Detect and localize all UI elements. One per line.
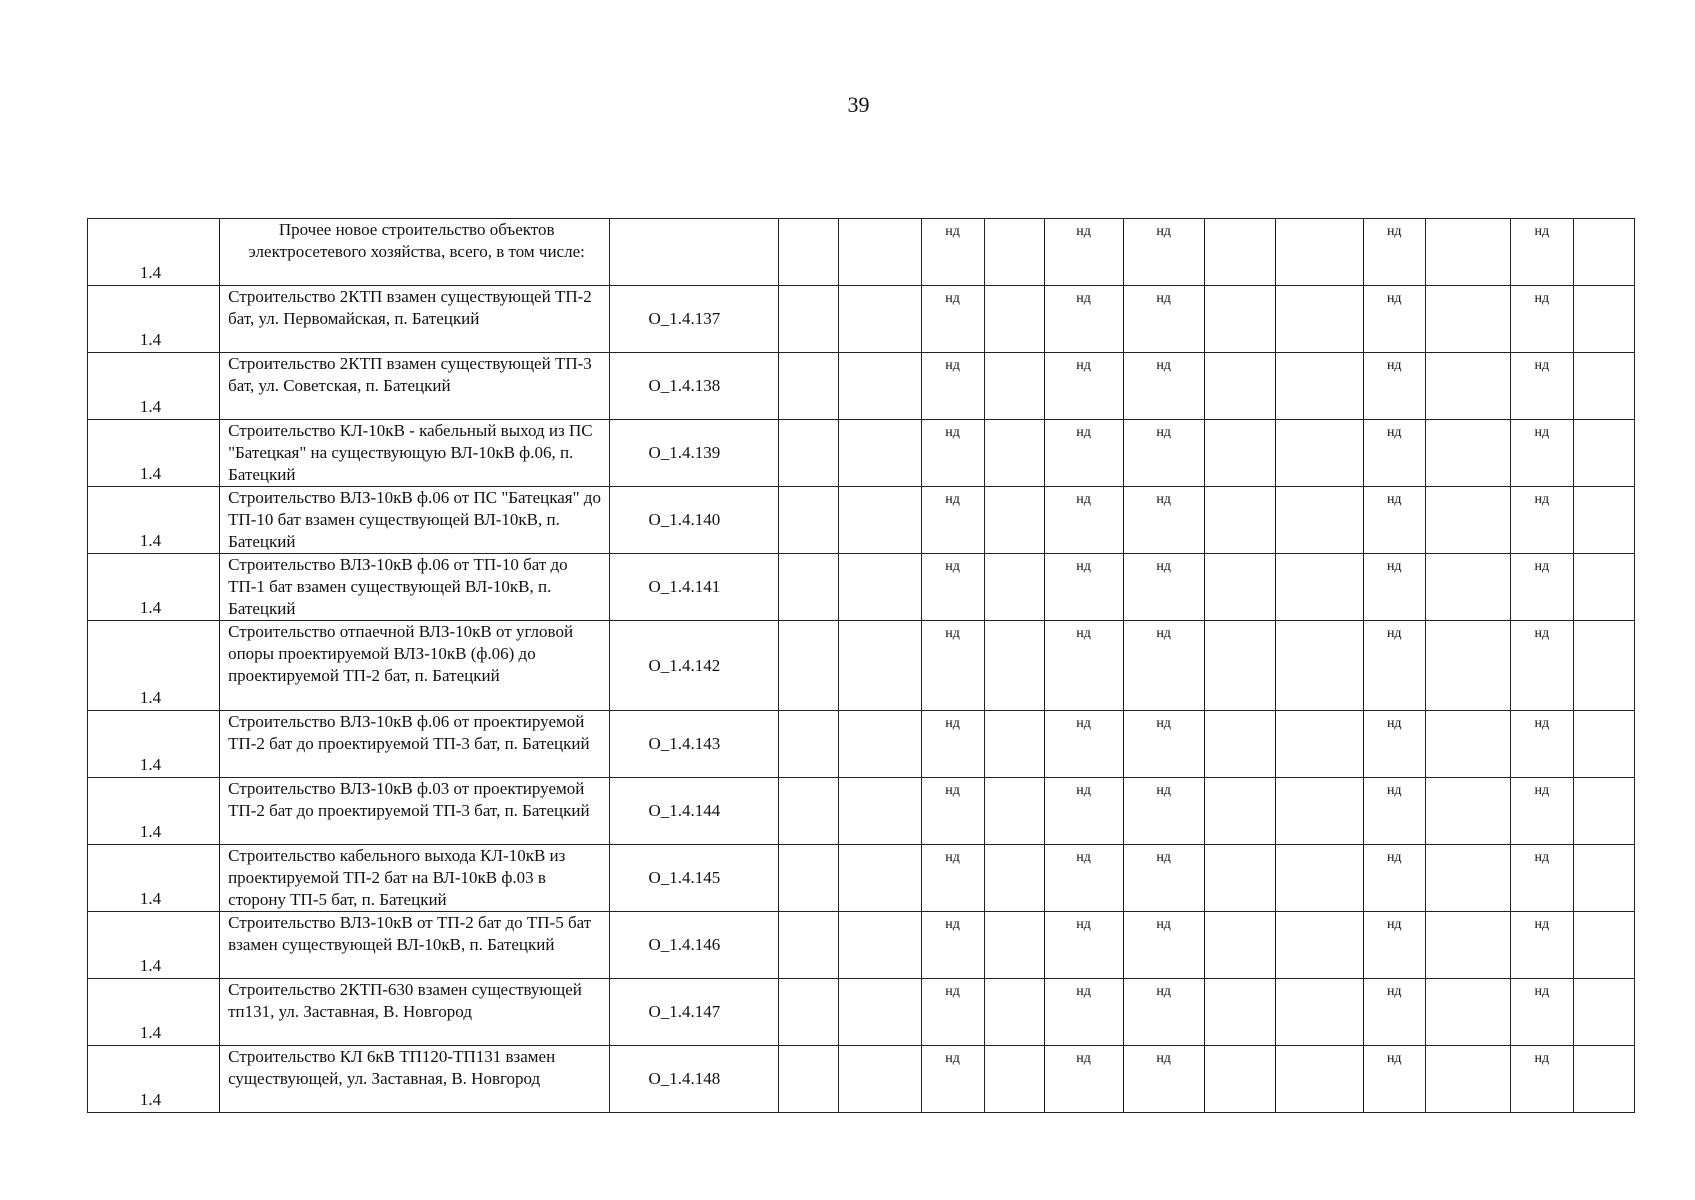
nd-cell: нд	[1044, 778, 1123, 845]
nd-cell: нд	[1123, 487, 1204, 554]
empty-cell	[1275, 219, 1363, 286]
empty-cell	[1425, 845, 1510, 912]
nd-cell: нд	[921, 286, 984, 353]
empty-cell	[1204, 353, 1275, 420]
empty-cell	[1204, 845, 1275, 912]
nd-cell: нд	[1363, 487, 1425, 554]
empty-cell	[1204, 1046, 1275, 1113]
project-code: O_1.4.139	[610, 420, 779, 487]
nd-cell: нд	[1123, 621, 1204, 711]
row-number: 1.4	[139, 956, 162, 975]
empty-cell	[779, 219, 839, 286]
nd-cell: нд	[1363, 420, 1425, 487]
row-number-cell	[88, 420, 220, 487]
nd-cell: нд	[1363, 845, 1425, 912]
project-name: Строительство КЛ 6кВ ТП120-ТП131 взамен существующей, ул. Заставная, В. Новгород	[220, 1046, 610, 1113]
empty-cell	[1425, 219, 1510, 286]
row-number-cell	[88, 1046, 220, 1113]
table-row	[88, 554, 1635, 621]
empty-cell	[779, 554, 839, 621]
nd-cell: нд	[1510, 487, 1573, 554]
nd-cell: нд	[921, 1046, 984, 1113]
table-row	[88, 912, 1635, 979]
empty-cell	[1573, 912, 1634, 979]
project-code: O_1.4.148	[610, 1046, 779, 1113]
nd-cell: нд	[1510, 286, 1573, 353]
nd-cell: нд	[921, 487, 984, 554]
empty-cell	[839, 353, 921, 420]
nd-cell: нд	[1510, 420, 1573, 487]
empty-cell	[839, 778, 921, 845]
project-name: Строительство ВЛЗ-10кВ ф.06 от ПС "Батецкая" до ТП-10 бат взамен существующей ВЛ-10кВ, п. Батецкий	[220, 487, 610, 554]
row-number: 1.4	[139, 397, 162, 416]
empty-cell	[1573, 845, 1634, 912]
empty-cell	[839, 1046, 921, 1113]
project-name: Строительство отпаечной ВЛЗ-10кВ от угловой опоры проектируемой ВЛЗ-10кВ (ф.06) до проектируемой ТП-2 бат, п. Батецкий	[220, 621, 610, 711]
project-name: Строительство КЛ-10кВ - кабельный выход из ПС "Батецкая" на существующую ВЛ-10кВ ф.06, п. Батецкий	[220, 420, 610, 487]
nd-cell: нд	[1363, 979, 1425, 1046]
empty-cell	[1275, 353, 1363, 420]
table-row	[88, 286, 1635, 353]
empty-cell	[779, 353, 839, 420]
project-code	[610, 219, 779, 286]
empty-cell	[839, 286, 921, 353]
empty-cell	[1275, 554, 1363, 621]
nd-cell: нд	[1123, 778, 1204, 845]
nd-cell: нд	[1510, 778, 1573, 845]
empty-cell	[1275, 845, 1363, 912]
empty-cell	[1425, 1046, 1510, 1113]
row-number: 1.4	[139, 889, 162, 908]
nd-cell: нд	[1044, 845, 1123, 912]
empty-cell	[779, 711, 839, 778]
project-code: O_1.4.142	[610, 621, 779, 711]
row-number-cell	[88, 286, 220, 353]
nd-cell: нд	[1123, 1046, 1204, 1113]
nd-cell: нд	[1044, 711, 1123, 778]
empty-cell	[1573, 353, 1634, 420]
nd-cell: нд	[1044, 1046, 1123, 1113]
empty-cell	[779, 845, 839, 912]
project-name: Строительство 2КТП взамен существующей ТП-2 бат, ул. Первомайская, п. Батецкий	[220, 286, 610, 353]
nd-cell: нд	[921, 979, 984, 1046]
empty-cell	[839, 621, 921, 711]
project-code: O_1.4.138	[610, 353, 779, 420]
row-number-cell	[88, 845, 220, 912]
empty-cell	[984, 979, 1044, 1046]
row-number-cell	[88, 711, 220, 778]
empty-cell	[1425, 554, 1510, 621]
empty-cell	[1204, 979, 1275, 1046]
project-name: Строительство ВЛЗ-10кВ от ТП-2 бат до ТП-5 бат взамен существующей ВЛ-10кВ, п. Батецкий	[220, 912, 610, 979]
empty-cell	[839, 845, 921, 912]
nd-cell: нд	[921, 778, 984, 845]
row-number: 1.4	[139, 1090, 162, 1109]
nd-cell: нд	[1044, 353, 1123, 420]
nd-cell: нд	[921, 845, 984, 912]
nd-cell: нд	[921, 711, 984, 778]
project-code: O_1.4.137	[610, 286, 779, 353]
empty-cell	[1204, 487, 1275, 554]
project-name: Строительство 2КТП-630 взамен существующей тп131, ул. Заставная, В. Новгород	[220, 979, 610, 1046]
empty-cell	[839, 219, 921, 286]
empty-cell	[1275, 979, 1363, 1046]
empty-cell	[984, 420, 1044, 487]
empty-cell	[984, 711, 1044, 778]
empty-cell	[779, 621, 839, 711]
empty-cell	[779, 979, 839, 1046]
project-code: O_1.4.146	[610, 912, 779, 979]
empty-cell	[839, 420, 921, 487]
empty-cell	[839, 912, 921, 979]
table-row	[88, 711, 1635, 778]
row-number: 1.4	[139, 330, 162, 349]
empty-cell	[1425, 353, 1510, 420]
nd-cell: нд	[921, 219, 984, 286]
empty-cell	[1275, 778, 1363, 845]
row-number: 1.4	[139, 531, 162, 550]
empty-cell	[1425, 420, 1510, 487]
empty-cell	[984, 1046, 1044, 1113]
nd-cell: нд	[1363, 1046, 1425, 1113]
nd-cell: нд	[1510, 621, 1573, 711]
nd-cell: нд	[1510, 912, 1573, 979]
empty-cell	[1275, 912, 1363, 979]
empty-cell	[1204, 621, 1275, 711]
row-number-cell	[88, 778, 220, 845]
empty-cell	[1204, 778, 1275, 845]
nd-cell: нд	[1044, 912, 1123, 979]
nd-cell: нд	[1123, 979, 1204, 1046]
nd-cell: нд	[1123, 912, 1204, 979]
empty-cell	[984, 353, 1044, 420]
row-number-cell	[88, 353, 220, 420]
project-code: O_1.4.144	[610, 778, 779, 845]
page-number: 39	[847, 92, 870, 117]
nd-cell: нд	[1123, 353, 1204, 420]
project-name: Строительство 2КТП взамен существующей ТП-3 бат, ул. Советская, п. Батецкий	[220, 353, 610, 420]
empty-cell	[1573, 554, 1634, 621]
nd-cell: нд	[1044, 487, 1123, 554]
empty-cell	[984, 845, 1044, 912]
empty-cell	[1275, 286, 1363, 353]
nd-cell: нд	[1363, 778, 1425, 845]
row-number: 1.4	[139, 755, 162, 774]
row-number: 1.4	[139, 1023, 162, 1042]
empty-cell	[1204, 912, 1275, 979]
empty-cell	[1204, 219, 1275, 286]
project-code: O_1.4.141	[610, 554, 779, 621]
nd-cell: нд	[1510, 1046, 1573, 1113]
table-row	[88, 487, 1635, 554]
row-number: 1.4	[139, 263, 162, 282]
table-row	[88, 845, 1635, 912]
project-code: O_1.4.147	[610, 979, 779, 1046]
project-name: Строительство ВЛЗ-10кВ ф.06 от проектируемой ТП-2 бат до проектируемой ТП-3 бат, п. Батецкий	[220, 711, 610, 778]
nd-cell: нд	[1510, 554, 1573, 621]
nd-cell: нд	[1363, 554, 1425, 621]
nd-cell: нд	[1510, 711, 1573, 778]
empty-cell	[779, 912, 839, 979]
empty-cell	[1573, 219, 1634, 286]
nd-cell: нд	[1123, 219, 1204, 286]
empty-cell	[1425, 778, 1510, 845]
empty-cell	[839, 979, 921, 1046]
empty-cell	[1275, 711, 1363, 778]
row-number-cell	[88, 487, 220, 554]
empty-cell	[1425, 912, 1510, 979]
nd-cell: нд	[1044, 286, 1123, 353]
nd-cell: нд	[1510, 353, 1573, 420]
empty-cell	[839, 554, 921, 621]
empty-cell	[1573, 711, 1634, 778]
empty-cell	[1573, 778, 1634, 845]
table-row	[88, 420, 1635, 487]
nd-cell: нд	[1363, 711, 1425, 778]
empty-cell	[1573, 420, 1634, 487]
table-row	[88, 1046, 1635, 1113]
empty-cell	[1425, 487, 1510, 554]
empty-cell	[1573, 487, 1634, 554]
nd-cell: нд	[1044, 554, 1123, 621]
nd-cell: нд	[1044, 979, 1123, 1046]
empty-cell	[779, 778, 839, 845]
row-number: 1.4	[139, 464, 162, 483]
empty-cell	[984, 621, 1044, 711]
empty-cell	[1573, 621, 1634, 711]
project-name: Строительство ВЛЗ-10кВ ф.06 от ТП-10 бат до ТП-1 бат взамен существующей ВЛ-10кВ, п. Батецкий	[220, 554, 610, 621]
nd-cell: нд	[1363, 353, 1425, 420]
row-number-cell	[88, 912, 220, 979]
empty-cell	[1204, 711, 1275, 778]
nd-cell: нд	[1044, 219, 1123, 286]
nd-cell: нд	[1123, 286, 1204, 353]
empty-cell	[839, 711, 921, 778]
project-name: Строительство ВЛЗ-10кВ ф.03 от проектируемой ТП-2 бат до проектируемой ТП-3 бат, п. Батецкий	[220, 778, 610, 845]
project-name: Строительство кабельного выхода КЛ-10кВ из проектируемой ТП-2 бат на ВЛ-10кВ ф.03 в сторону ТП-5 бат, п. Батецкий	[220, 845, 610, 912]
empty-cell	[1204, 420, 1275, 487]
nd-cell: нд	[1363, 286, 1425, 353]
nd-cell: нд	[1123, 845, 1204, 912]
table-row	[88, 353, 1635, 420]
row-number: 1.4	[139, 598, 162, 617]
empty-cell	[1573, 979, 1634, 1046]
row-number-cell	[88, 979, 220, 1046]
table-row	[88, 979, 1635, 1046]
project-code: O_1.4.143	[610, 711, 779, 778]
nd-cell: нд	[1044, 621, 1123, 711]
empty-cell	[1275, 487, 1363, 554]
table-row	[88, 219, 1635, 286]
table-body	[88, 219, 1635, 1113]
nd-cell: нд	[1363, 621, 1425, 711]
empty-cell	[1573, 286, 1634, 353]
project-name: Прочее новое строительство объектов электросетевого хозяйства, всего, в том числе:	[220, 219, 610, 286]
empty-cell	[779, 420, 839, 487]
nd-cell: нд	[1510, 845, 1573, 912]
nd-cell: нд	[921, 621, 984, 711]
nd-cell: нд	[1510, 979, 1573, 1046]
empty-cell	[779, 286, 839, 353]
row-number-cell	[88, 219, 220, 286]
table-row	[88, 778, 1635, 845]
nd-cell: нд	[1123, 711, 1204, 778]
project-code: O_1.4.140	[610, 487, 779, 554]
empty-cell	[1275, 420, 1363, 487]
empty-cell	[984, 554, 1044, 621]
empty-cell	[1425, 286, 1510, 353]
nd-cell: нд	[1363, 219, 1425, 286]
empty-cell	[1425, 711, 1510, 778]
empty-cell	[839, 487, 921, 554]
nd-cell: нд	[1123, 554, 1204, 621]
empty-cell	[1425, 979, 1510, 1046]
nd-cell: нд	[1044, 420, 1123, 487]
empty-cell	[1573, 1046, 1634, 1113]
empty-cell	[984, 912, 1044, 979]
row-number-cell	[88, 554, 220, 621]
row-number: 1.4	[139, 822, 162, 841]
nd-cell: нд	[1363, 912, 1425, 979]
empty-cell	[984, 219, 1044, 286]
project-code: O_1.4.145	[610, 845, 779, 912]
empty-cell	[779, 487, 839, 554]
empty-cell	[984, 778, 1044, 845]
row-number-cell	[88, 621, 220, 711]
row-number: 1.4	[139, 688, 162, 707]
empty-cell	[779, 1046, 839, 1113]
empty-cell	[984, 487, 1044, 554]
nd-cell: нд	[921, 554, 984, 621]
empty-cell	[1204, 286, 1275, 353]
nd-cell: нд	[921, 420, 984, 487]
empty-cell	[984, 286, 1044, 353]
table-row	[88, 621, 1635, 711]
nd-cell: нд	[921, 912, 984, 979]
empty-cell	[1425, 621, 1510, 711]
nd-cell: нд	[1510, 219, 1573, 286]
empty-cell	[1275, 621, 1363, 711]
empty-cell	[1204, 554, 1275, 621]
empty-cell	[1275, 1046, 1363, 1113]
nd-cell: нд	[921, 353, 984, 420]
nd-cell: нд	[1123, 420, 1204, 487]
investment-table	[87, 218, 1635, 1113]
